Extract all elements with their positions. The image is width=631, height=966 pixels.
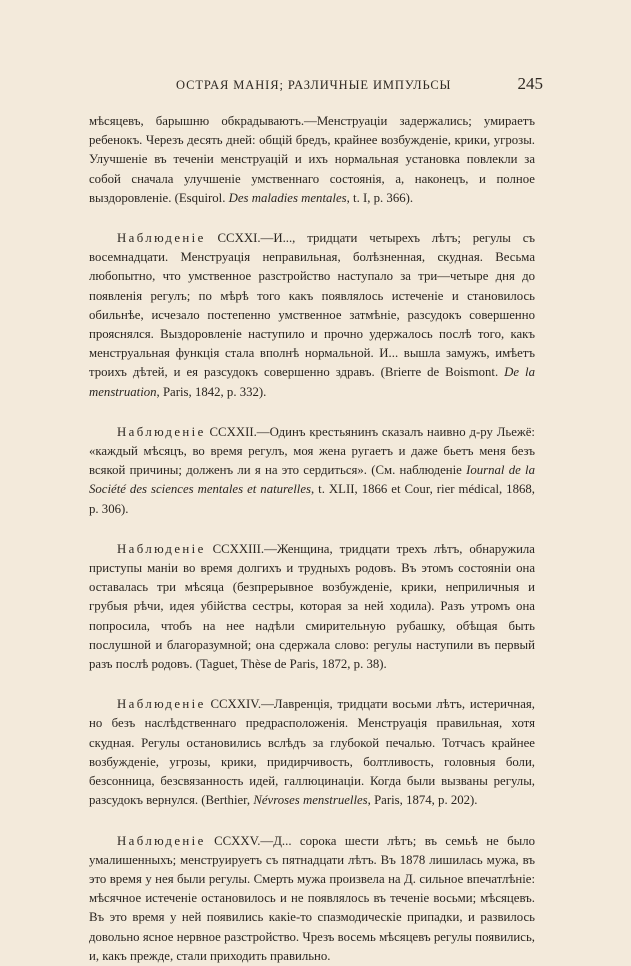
observation-ccxxiv [89, 695, 535, 810]
paragraph-text: CCXXIV.—Лавренція, тридцати восьми лѣтъ, истеричная, но безъ наслѣдственнаго предрасположенія. Менструація правильная, хотя скудная. Регулы остановились вслѣдъ за глубокой печалью. Тотчасъ крайнее возбужденіе, угрозы, крики, придирчивость, болтливость, головныя боли, безсонница, безсвязанность идей, галлюцинаціи. Когда были вызваны регулы, разсудокъ вернулся. (Berthier, [89, 697, 535, 808]
citation-title: Névroses menstruelles [253, 793, 368, 808]
observation-heading: Наблюденіе [117, 424, 206, 439]
observation-ccxxii [89, 423, 535, 519]
observation-ccxxi [89, 229, 535, 402]
observation-heading: Наблюденіе [117, 833, 206, 848]
page-header [176, 74, 543, 94]
paragraph-intro [89, 112, 535, 208]
citation-tail: , Paris, 1874, p. 202). [367, 793, 478, 808]
paragraph-text: CCXXII.—Одинъ крестьянинъ сказалъ наивно д-ру Льежё: «каждый мѣсяцъ, во время регулъ, моя жена ругаетъ и даже бьетъ меня безъ всякой причины; долженъ ли я на это сердиться». (См. наблюденіе [89, 424, 535, 478]
running-title: ОСТРАЯ МАНІЯ; РАЗЛИЧНЫЕ ИМПУЛЬСЫ [176, 78, 452, 92]
citation-title: Des maladies mentales [228, 190, 347, 205]
paragraph-text: мѣсяцевъ, барышню обкрадываютъ.—Менструаціи задержались; умираетъ ребенокъ. Черезъ десять дней: общій бредъ, крайнее возбужденіе, крики, угрозы. Улучшеніе въ теченіи менструацій и ихъ нормальная установка повлекли за собой сначала улучшеніе умственнаго состоянія, а, наконецъ, и полное выздоровленіе. (Esquirol. [89, 114, 535, 205]
observation-ccxxiii [89, 540, 535, 674]
observation-heading: Наблюденіе [117, 697, 206, 712]
observation-heading: Наблюденіе [117, 541, 206, 556]
citation-tail: , Paris, 1842, p. 332). [156, 384, 267, 399]
citation-tail: , t. XLII, 1866 et Cour, rier médical, 1868, p. 306). [89, 482, 535, 516]
observation-heading: Наблюденіе [117, 231, 206, 246]
citation-tail: , t. I, p. 366). [346, 190, 414, 205]
page-number: 245 [517, 74, 543, 93]
citation-title: Iournal de la Société des sciences mentales et naturelles [89, 463, 535, 497]
paragraph-text: CCXXV.—Д... сорока шести лѣтъ; въ семьѣ не было умалишенныхъ; менструируетъ съ пятнадцати лѣтъ. Въ 1878 лишилась мужа, въ это время у нея были регулы. Смерть мужа произвела на Д. сильное впечатлѣніе: мѣсячное истеченіе остановилось и не появлялось въ теченіе восьми; мѣсяцевъ. Въ это время у ней появились какіе-то спазмодическіе припадки, и развилось довольно ясное нервное разстройство. Чрезъ восемь мѣсяцевъ регулы появились, и, какъ прежде, стали приходить правильно. [89, 833, 535, 963]
paragraph-text: CCXXI.—И..., тридцати четырехъ лѣтъ; регулы съ восемнадцати. Менструація неправильная, болѣзненная, скудная. Весьма любопытно, что умственное разстройство наступало за три—четыре дня до появленія регулъ; по мѣрѣ того какъ появлялось истеченіе и становилось обильнѣе, исчезало постепенно умственное затмѣніе, разсудокъ совершенно прояснялся. Выздоровленіе наступило и прочно удержалось послѣ того, какъ менструальная функція стала вполнѣ нормальной. И... вышла замужъ, имѣетъ троихъ дѣтей, и ея разсудокъ совершенно здравъ. (Brierre de Boismont. [89, 231, 535, 380]
observation-ccxxv [89, 832, 535, 966]
paragraph-text: CCXXIII.—Женщина, тридцати трехъ лѣтъ, обнаружила приступы маніи во время долгихъ и трудныхъ родовъ. Въ этомъ состояніи она оставалась три мѣсяца (безпрерывное возбужденіе, крики, неприличныя и грубыя рѣчи, идея убійства сестры, которая за ней ходила). Разъ утромъ она попросила, чтобъ на нее надѣли смирительную рубашку, обѣщая быть послушной и благоразумной; она сдержала слово: регулы наступили въ первый разъ послѣ родовъ. (Taguet, Thèse de Paris, 1872, p. 38). [89, 541, 535, 672]
citation-title: De la menstruation [89, 365, 536, 399]
body-text [89, 112, 535, 966]
